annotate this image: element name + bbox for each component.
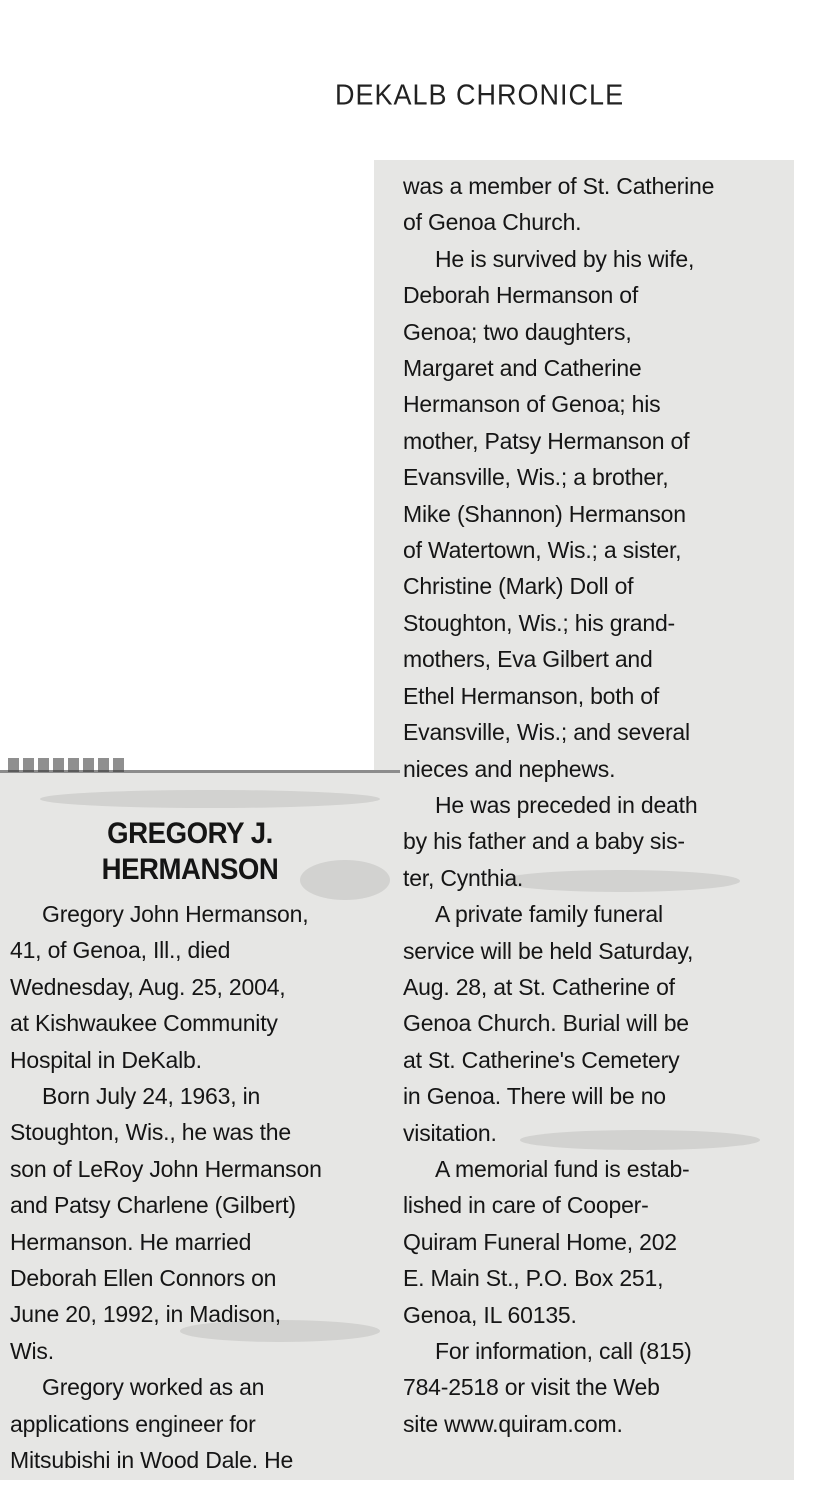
- headline-line-2: HERMANSON: [101, 853, 279, 886]
- text-line: mother, Patsy Hermanson of: [403, 427, 690, 454]
- text-line: Mike (Shannon) Hermanson: [403, 500, 686, 527]
- left-column-text: [10, 896, 322, 1479]
- text-line: Evansville, Wis.; a brother,: [403, 464, 669, 491]
- text-line: Quiram Funeral Home, 202: [403, 1228, 677, 1255]
- newspaper-masthead: DEKALB CHRONICLE: [335, 79, 625, 111]
- text-line: at St. Catherine's Cemetery: [403, 1046, 680, 1073]
- text-line: Genoa Church. Burial will be: [403, 1010, 689, 1037]
- text-line: Deborah Ellen Connors on: [10, 1265, 277, 1292]
- right-column-text: [403, 168, 714, 1442]
- headline-line-1: GREGORY J.: [107, 817, 273, 850]
- text-line: E. Main St., P.O. Box 251,: [403, 1265, 664, 1292]
- text-line: Ethel Hermanson, both of: [403, 682, 660, 709]
- text-line: Hospital in DeKalb.: [10, 1046, 202, 1073]
- text-line: was a member of St. Catherine: [403, 173, 715, 199]
- text-line: Genoa, IL 60135.: [403, 1301, 577, 1328]
- text-line: 41, of Genoa, Ill., died: [10, 937, 231, 964]
- text-line: Margaret and Catherine: [403, 355, 642, 382]
- text-line: mothers, Eva Gilbert and: [403, 646, 653, 673]
- text-line: Deborah Hermanson of: [403, 282, 639, 309]
- text-line: Aug. 28, at St. Catherine of: [403, 973, 675, 1000]
- text-line: Christine (Mark) Doll of: [403, 573, 634, 600]
- text-line: son of LeRoy John Hermanson: [10, 1155, 322, 1182]
- text-line: nieces and nephews.: [403, 755, 616, 782]
- text-line: For information, call (815): [435, 1338, 692, 1364]
- text-line: June 20, 1992, in Madison,: [10, 1301, 281, 1328]
- text-line: Gregory John Hermanson,: [42, 901, 309, 927]
- text-line: ter, Cynthia.: [403, 864, 524, 891]
- text-line: Wednesday, Aug. 25, 2004,: [10, 973, 286, 1000]
- text-line: at Kishwaukee Community: [10, 1010, 278, 1037]
- text-line: Hermanson of Genoa; his: [403, 391, 661, 418]
- text-line: site www.quiram.com.: [403, 1410, 623, 1437]
- text-line: Mitsubishi in Wood Dale. He: [10, 1447, 294, 1474]
- text-line: lished in care of Cooper-: [403, 1192, 649, 1219]
- text-line: Gregory worked as an: [42, 1374, 265, 1401]
- text-line: Stoughton, Wis.; his grand-: [403, 609, 676, 636]
- text-line: Genoa; two daughters,: [403, 318, 632, 345]
- text-line: and Patsy Charlene (Gilbert): [10, 1192, 296, 1219]
- text-line: of Genoa Church.: [403, 209, 582, 236]
- obituary-headline: [43, 816, 337, 888]
- cut-off-text-fragment: [8, 758, 126, 772]
- text-line: Wis.: [10, 1337, 54, 1364]
- text-line: Hermanson. He married: [10, 1228, 252, 1255]
- text-line: Born July 24, 1963, in: [42, 1083, 261, 1110]
- bleed-through-smudge: [40, 790, 380, 808]
- text-line: Evansville, Wis.; and several: [403, 719, 690, 746]
- text-line: A memorial fund is estab-: [435, 1155, 690, 1182]
- text-line: visitation.: [403, 1119, 497, 1146]
- text-line: applications engineer for: [10, 1410, 256, 1437]
- text-line: He was preceded in death: [435, 791, 698, 818]
- text-line: service will be held Saturday,: [403, 937, 694, 964]
- text-line: by his father and a baby sis-: [403, 828, 685, 855]
- text-line: He is survived by his wife,: [435, 245, 695, 272]
- text-line: Stoughton, Wis., he was the: [10, 1119, 291, 1146]
- text-line: of Watertown, Wis.; a sister,: [403, 537, 682, 564]
- text-line: in Genoa. There will be no: [403, 1083, 666, 1110]
- text-line: A private family funeral: [435, 901, 663, 928]
- text-line: 784-2518 or visit the Web: [403, 1374, 660, 1401]
